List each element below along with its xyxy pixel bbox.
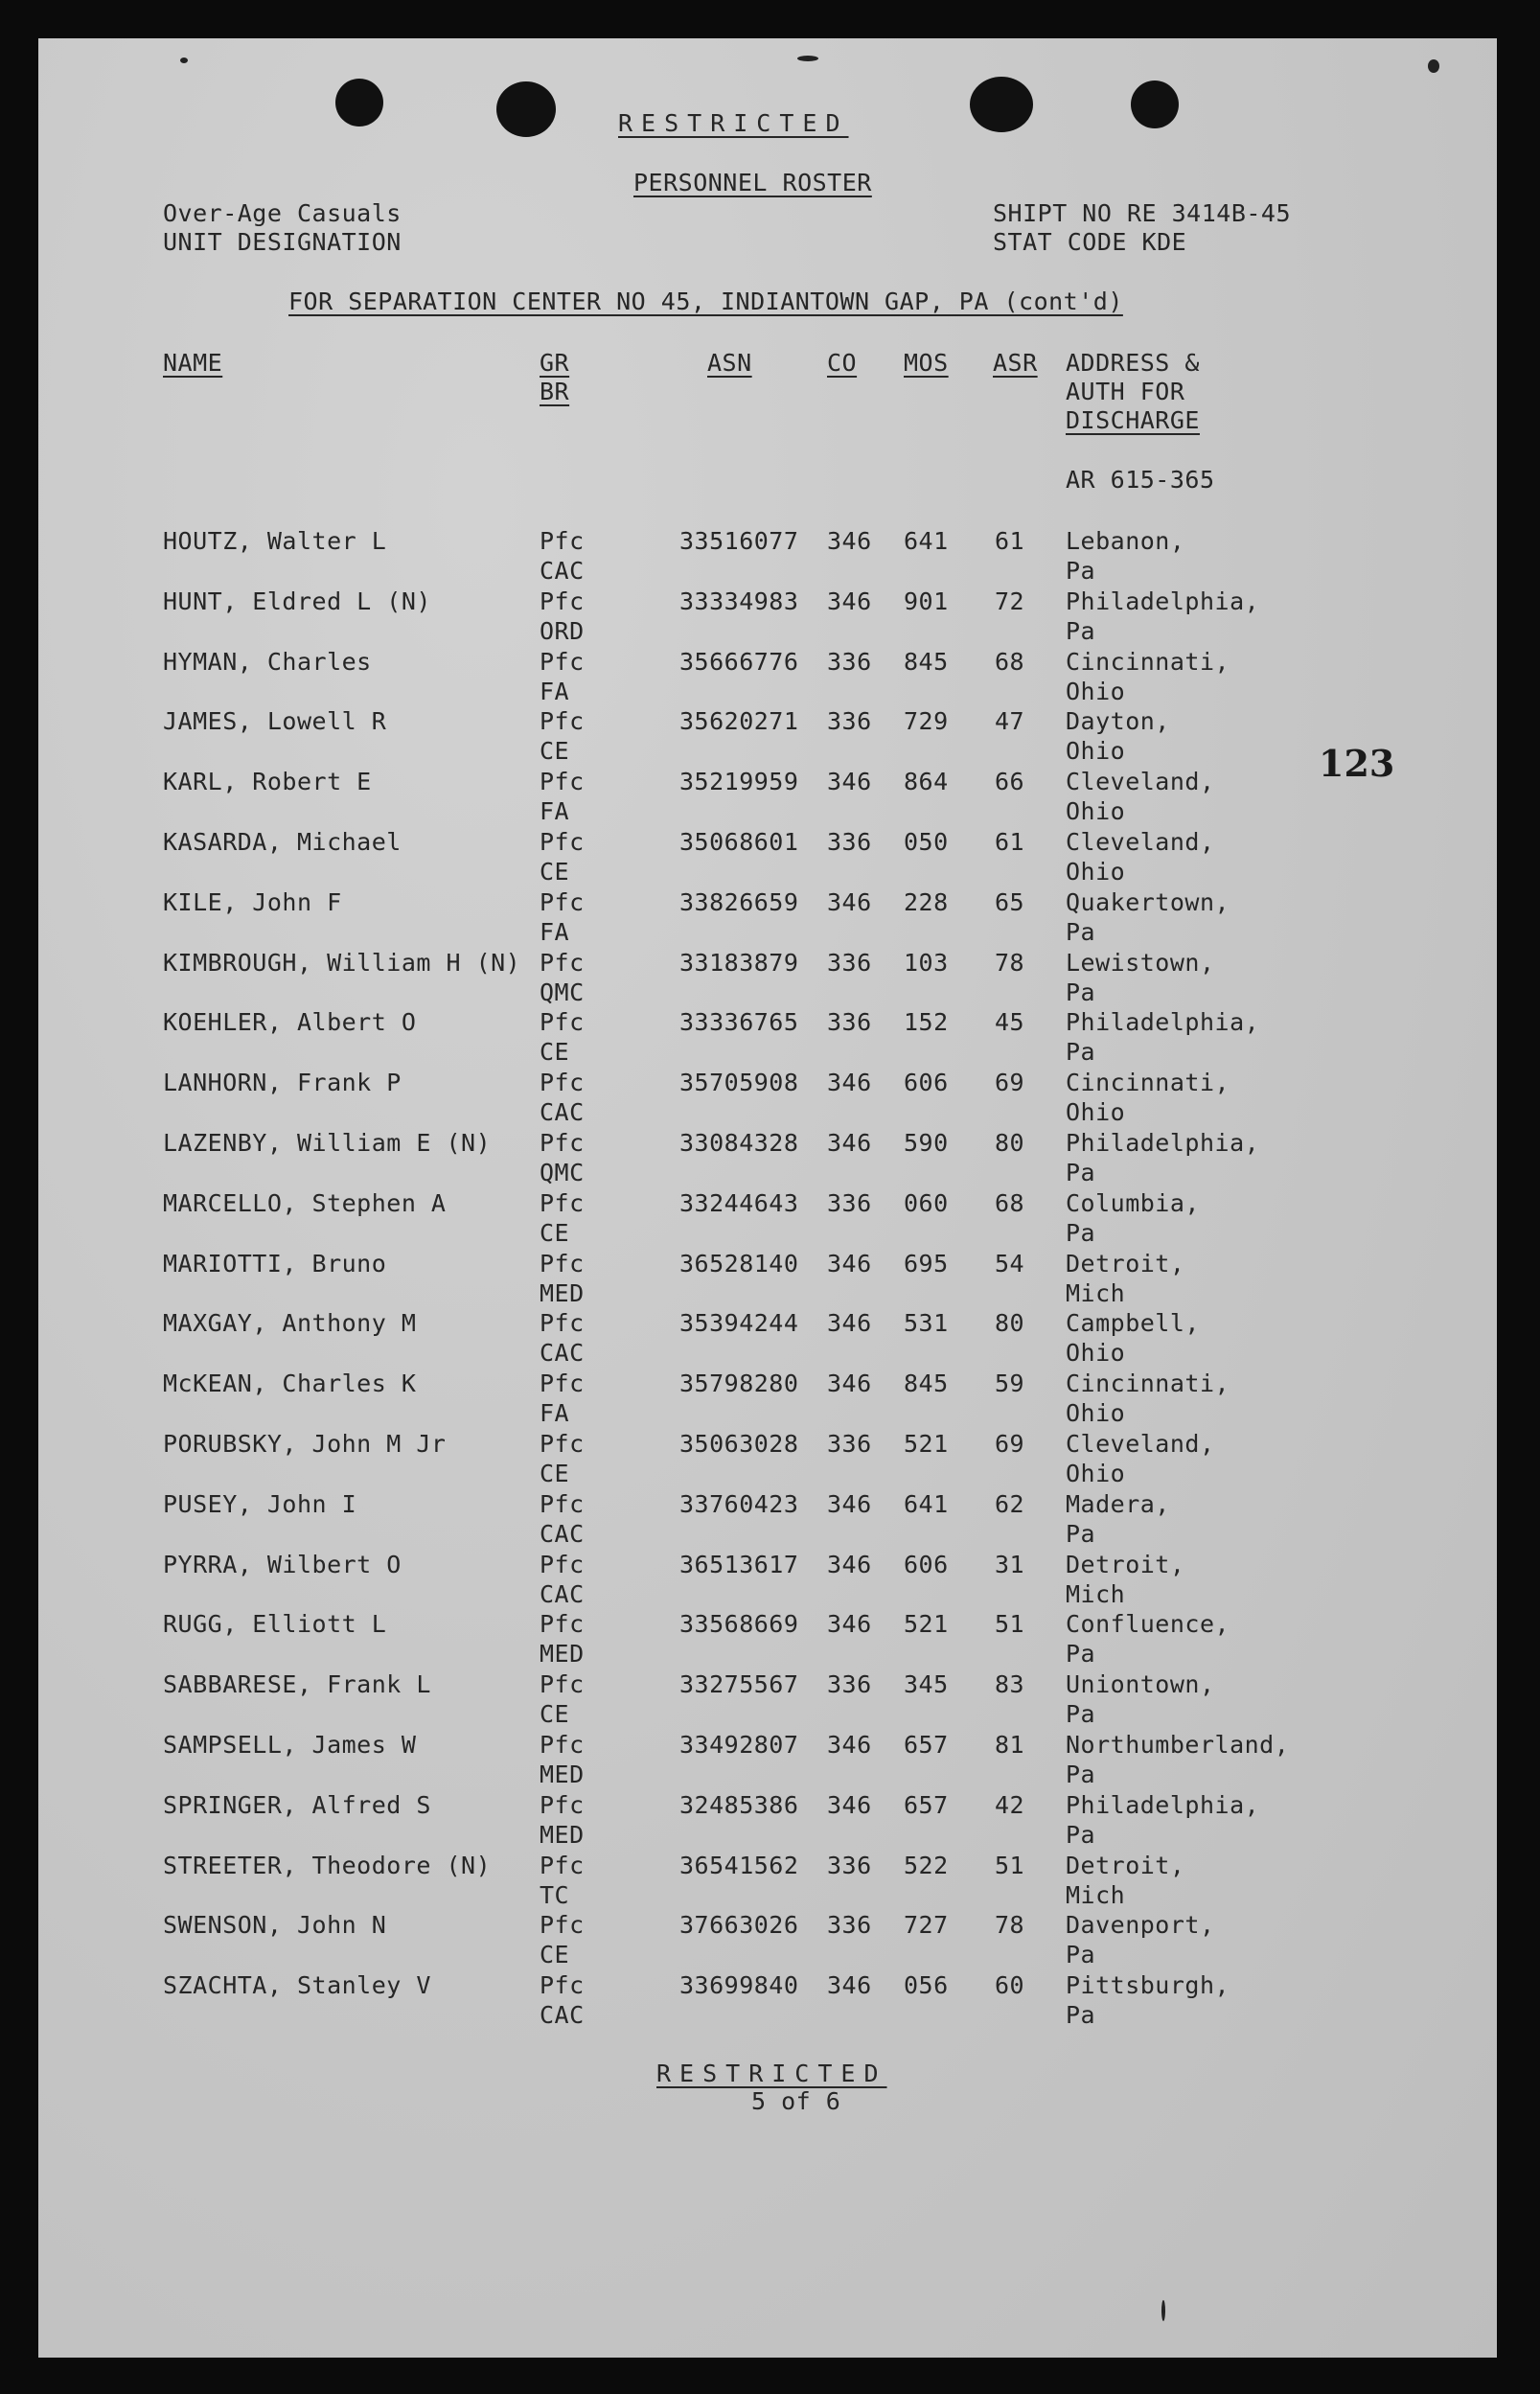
- roster-branch: CAC: [540, 557, 585, 585]
- roster-state: Ohio: [1066, 737, 1126, 766]
- roster-grade: Pfc: [540, 647, 585, 676]
- roster-city: Pittsburgh,: [1066, 1971, 1230, 2000]
- roster-city: Cincinnati,: [1066, 1069, 1230, 1097]
- roster-name: PORUBSKY, John M Jr: [163, 1430, 447, 1458]
- col-header-name: NAME: [163, 349, 223, 377]
- roster-asn: 33492807: [679, 1731, 799, 1759]
- roster-asn: 33568669: [679, 1610, 799, 1639]
- table-row: [38, 529, 1497, 588]
- roster-state: Ohio: [1066, 1339, 1126, 1368]
- col-header-br: BR: [540, 378, 570, 405]
- roster-grade: Pfc: [540, 1790, 585, 1819]
- roster-mos: 060: [904, 1188, 949, 1217]
- roster-asn: 35798280: [679, 1370, 799, 1398]
- roster-state: Mich: [1066, 1579, 1126, 1608]
- table-row: [38, 1131, 1497, 1190]
- roster-asn: 33826659: [679, 887, 799, 916]
- roster-asn: 33084328: [679, 1129, 799, 1157]
- roster-city: Northumberland,: [1066, 1731, 1290, 1759]
- punch-hole: [1131, 81, 1179, 128]
- roster-asn: 35063028: [679, 1430, 799, 1458]
- roster-branch: CAC: [540, 1339, 585, 1368]
- roster-asn: 33244643: [679, 1188, 799, 1217]
- roster-name: MARCELLO, Stephen A: [163, 1188, 447, 1217]
- roster-asr: 83: [995, 1670, 1025, 1699]
- roster-city: Columbia,: [1066, 1188, 1200, 1217]
- roster-state: Pa: [1066, 1941, 1096, 1969]
- roster-mos: 901: [904, 587, 949, 615]
- table-row: [38, 1188, 1497, 1251]
- roster-mos: 606: [904, 1550, 949, 1578]
- table-row: [38, 1070, 1497, 1130]
- roster-mos: 845: [904, 647, 949, 676]
- roster-company: 346: [827, 1370, 872, 1398]
- roster-name: KILE, John F: [163, 887, 342, 916]
- roster-asr: 66: [995, 768, 1025, 796]
- roster-city: Lewistown,: [1066, 948, 1215, 977]
- ink-speck: [797, 56, 818, 61]
- roster-company: 346: [827, 1129, 872, 1157]
- roster-grade: Pfc: [540, 1309, 585, 1338]
- roster-company: 336: [827, 1188, 872, 1217]
- roster-title: PERSONNEL ROSTER: [633, 169, 872, 196]
- roster-state: Pa: [1066, 616, 1096, 645]
- roster-grade: Pfc: [540, 1370, 585, 1398]
- table-row: [38, 1853, 1497, 1913]
- roster-company: 346: [827, 1550, 872, 1578]
- roster-company: 336: [827, 1911, 872, 1940]
- roster-name: MAXGAY, Anthony M: [163, 1309, 417, 1338]
- roster-branch: MED: [540, 1820, 585, 1849]
- roster-asn: 33275567: [679, 1670, 799, 1699]
- roster-mos: 531: [904, 1309, 949, 1338]
- roster-state: Ohio: [1066, 1098, 1126, 1127]
- roster-asr: 78: [995, 1911, 1025, 1940]
- roster-name: SZACHTA, Stanley V: [163, 1971, 431, 2000]
- roster-city: Cleveland,: [1066, 828, 1215, 856]
- roster-asr: 31: [995, 1550, 1025, 1578]
- roster-mos: 050: [904, 828, 949, 856]
- roster-state: Pa: [1066, 1218, 1096, 1247]
- table-row: [38, 709, 1497, 769]
- roster-grade: Pfc: [540, 1069, 585, 1097]
- table-row: [38, 887, 1497, 950]
- roster-branch: CE: [540, 1460, 570, 1487]
- roster-mos: 864: [904, 768, 949, 796]
- roster-mos: 345: [904, 1670, 949, 1699]
- roster-mos: 657: [904, 1790, 949, 1819]
- roster-name: PUSEY, John I: [163, 1489, 357, 1518]
- col-header-asn: ASN: [707, 349, 752, 377]
- roster-company: 346: [827, 1309, 872, 1338]
- roster-name: PYRRA, Wilbert O: [163, 1550, 402, 1578]
- roster-grade: Pfc: [540, 1129, 585, 1157]
- roster-company: 336: [827, 1851, 872, 1879]
- table-row: [38, 1612, 1497, 1671]
- roster-asr: 61: [995, 527, 1025, 555]
- roster-city: Philadelphia,: [1066, 1008, 1260, 1037]
- roster-city: Davenport,: [1066, 1911, 1215, 1940]
- col-header-gr: GR: [540, 349, 570, 377]
- roster-grade: Pfc: [540, 1610, 585, 1639]
- roster-company: 346: [827, 1731, 872, 1759]
- roster-company: 336: [827, 1008, 872, 1037]
- roster-grade: Pfc: [540, 1550, 585, 1578]
- roster-mos: 521: [904, 1430, 949, 1458]
- roster-asn: 36528140: [679, 1249, 799, 1278]
- roster-grade: Pfc: [540, 1489, 585, 1518]
- roster-mos: 606: [904, 1069, 949, 1097]
- roster-city: Cleveland,: [1066, 768, 1215, 796]
- roster-name: HOUTZ, Walter L: [163, 527, 387, 555]
- roster-branch: ORD: [540, 616, 585, 645]
- table-row: [38, 1010, 1497, 1070]
- table-row: [38, 1733, 1497, 1792]
- roster-company: 346: [827, 527, 872, 555]
- table-row: [38, 1973, 1497, 2033]
- roster-company: 346: [827, 1971, 872, 2000]
- roster-name: STREETER, Theodore (N): [163, 1851, 492, 1879]
- roster-branch: FA: [540, 917, 570, 946]
- col-header-co: CO: [827, 349, 858, 377]
- roster-state: Pa: [1066, 557, 1096, 585]
- roster-branch: QMC: [540, 978, 585, 1006]
- roster-asr: 80: [995, 1129, 1025, 1157]
- roster-asn: 35068601: [679, 828, 799, 856]
- roster-city: Confluence,: [1066, 1610, 1230, 1639]
- roster-state: Ohio: [1066, 858, 1126, 886]
- roster-branch: CE: [540, 1941, 570, 1969]
- ink-speck: [1428, 59, 1439, 73]
- roster-grade: Pfc: [540, 768, 585, 796]
- roster-asn: 33183879: [679, 948, 799, 977]
- roster-name: SWENSON, John N: [163, 1911, 387, 1940]
- punch-hole: [970, 77, 1033, 132]
- roster-state: Ohio: [1066, 1460, 1126, 1487]
- table-row: [38, 948, 1497, 1010]
- roster-asr: 69: [995, 1069, 1025, 1097]
- roster-name: SPRINGER, Alfred S: [163, 1790, 431, 1819]
- roster-mos: 103: [904, 948, 949, 977]
- roster-grade: Pfc: [540, 1430, 585, 1458]
- roster-asr: 68: [995, 1188, 1025, 1217]
- roster-branch: CE: [540, 737, 570, 766]
- roster-state: Pa: [1066, 917, 1096, 946]
- roster-asn: 32485386: [679, 1790, 799, 1819]
- roster-mos: 729: [904, 707, 949, 736]
- roster-asn: 35705908: [679, 1069, 799, 1097]
- roster-branch: MED: [540, 1278, 585, 1307]
- roster-asn: 33336765: [679, 1008, 799, 1037]
- ink-speck: [1161, 2300, 1165, 2321]
- col-header-address: ADDRESS &: [1066, 349, 1200, 377]
- roster-name: LAZENBY, William E (N): [163, 1129, 492, 1157]
- roster-state: Pa: [1066, 978, 1096, 1006]
- roster-grade: Pfc: [540, 1249, 585, 1278]
- roster-name: LANHORN, Frank P: [163, 1069, 402, 1097]
- roster-asr: 59: [995, 1370, 1025, 1398]
- roster-city: Detroit,: [1066, 1550, 1185, 1578]
- table-row: [38, 1371, 1497, 1431]
- roster-company: 346: [827, 1610, 872, 1639]
- roster-company: 336: [827, 647, 872, 676]
- roster-name: SAMPSELL, James W: [163, 1731, 417, 1759]
- punch-hole: [496, 81, 556, 137]
- roster-asr: 62: [995, 1489, 1025, 1518]
- roster-mos: 522: [904, 1851, 949, 1879]
- roster-asn: 33516077: [679, 527, 799, 555]
- roster-name: KIMBROUGH, William H (N): [163, 948, 521, 977]
- roster-grade: Pfc: [540, 1851, 585, 1879]
- table-row: [38, 1550, 1497, 1612]
- roster-asn: 35219959: [679, 768, 799, 796]
- roster-company: 346: [827, 1790, 872, 1819]
- roster-grade: Pfc: [540, 527, 585, 555]
- roster-state: Pa: [1066, 1700, 1096, 1729]
- roster-state: Ohio: [1066, 677, 1126, 705]
- col-header-asr: ASR: [993, 349, 1038, 377]
- roster-company: 336: [827, 1430, 872, 1458]
- footer-page-number: 5 of 6: [751, 2087, 841, 2115]
- roster-asn: 33699840: [679, 1971, 799, 2000]
- roster-name: HUNT, Eldred L (N): [163, 587, 431, 615]
- roster-state: Pa: [1066, 1519, 1096, 1548]
- roster-asn: 33760423: [679, 1489, 799, 1518]
- roster-city: Philadelphia,: [1066, 587, 1260, 615]
- roster-mos: 845: [904, 1370, 949, 1398]
- roster-name: KOEHLER, Albert O: [163, 1008, 417, 1037]
- roster-grade: Pfc: [540, 1911, 585, 1940]
- roster-city: Cincinnati,: [1066, 647, 1230, 676]
- roster-city: Uniontown,: [1066, 1670, 1215, 1699]
- roster-asn: 35620271: [679, 707, 799, 736]
- roster-asr: 68: [995, 647, 1025, 676]
- roster-mos: 228: [904, 887, 949, 916]
- roster-asr: 81: [995, 1731, 1025, 1759]
- roster-branch: MED: [540, 1640, 585, 1669]
- roster-name: KARL, Robert E: [163, 768, 372, 796]
- roster-grade: Pfc: [540, 707, 585, 736]
- table-row: [38, 1249, 1497, 1311]
- table-row: [38, 770, 1497, 829]
- document-page: [38, 38, 1497, 2358]
- roster-mos: 590: [904, 1129, 949, 1157]
- roster-mos: 056: [904, 1971, 949, 2000]
- roster-city: Detroit,: [1066, 1249, 1185, 1278]
- roster-branch: CAC: [540, 1579, 585, 1608]
- roster-name: MARIOTTI, Bruno: [163, 1249, 387, 1278]
- roster-branch: TC: [540, 1880, 570, 1909]
- roster-name: JAMES, Lowell R: [163, 707, 387, 736]
- roster-branch: FA: [540, 797, 570, 826]
- roster-company: 346: [827, 768, 872, 796]
- roster-company: 336: [827, 828, 872, 856]
- side-page-number: 123: [1319, 742, 1395, 785]
- table-row: [38, 1432, 1497, 1491]
- roster-company: 346: [827, 1489, 872, 1518]
- roster-mos: 152: [904, 1008, 949, 1037]
- roster-asn: 36513617: [679, 1550, 799, 1578]
- roster-name: McKEAN, Charles K: [163, 1370, 417, 1398]
- roster-name: KASARDA, Michael: [163, 828, 402, 856]
- roster-city: Detroit,: [1066, 1851, 1185, 1879]
- roster-company: 346: [827, 887, 872, 916]
- roster-asn: 35666776: [679, 647, 799, 676]
- shipment-number: SHIPT NO RE 3414B-45: [993, 199, 1292, 227]
- roster-company: 346: [827, 1249, 872, 1278]
- roster-state: Pa: [1066, 1038, 1096, 1067]
- roster-state: Ohio: [1066, 797, 1126, 826]
- roster-city: Campbell,: [1066, 1309, 1200, 1338]
- roster-asr: 65: [995, 887, 1025, 916]
- roster-mos: 657: [904, 1731, 949, 1759]
- table-row: [38, 1489, 1497, 1552]
- roster-branch: CAC: [540, 1098, 585, 1127]
- roster-name: HYMAN, Charles: [163, 647, 372, 676]
- roster-state: Pa: [1066, 1159, 1096, 1186]
- roster-asr: 51: [995, 1610, 1025, 1639]
- roster-city: Philadelphia,: [1066, 1129, 1260, 1157]
- roster-city: Philadelphia,: [1066, 1790, 1260, 1819]
- roster-asr: 42: [995, 1790, 1025, 1819]
- roster-grade: Pfc: [540, 1008, 585, 1037]
- table-row: [38, 830, 1497, 889]
- col-header-discharge: DISCHARGE: [1066, 406, 1200, 434]
- roster-asn: 36541562: [679, 1851, 799, 1879]
- roster-branch: CAC: [540, 1519, 585, 1548]
- roster-mos: 521: [904, 1610, 949, 1639]
- roster-city: Quakertown,: [1066, 887, 1230, 916]
- roster-company: 336: [827, 707, 872, 736]
- roster-branch: FA: [540, 677, 570, 705]
- roster-branch: CAC: [540, 2001, 585, 2030]
- roster-city: Madera,: [1066, 1489, 1170, 1518]
- roster-state: Mich: [1066, 1880, 1126, 1909]
- roster-branch: QMC: [540, 1159, 585, 1186]
- roster-branch: CE: [540, 1038, 570, 1067]
- roster-asr: 51: [995, 1851, 1025, 1879]
- roster-company: 336: [827, 948, 872, 977]
- roster-grade: Pfc: [540, 887, 585, 916]
- roster-grade: Pfc: [540, 1188, 585, 1217]
- roster-city: Cincinnati,: [1066, 1370, 1230, 1398]
- punch-hole: [335, 79, 383, 127]
- roster-asr: 72: [995, 587, 1025, 615]
- roster-asn: 33334983: [679, 587, 799, 615]
- roster-state: Mich: [1066, 1278, 1126, 1307]
- roster-state: Pa: [1066, 1640, 1096, 1669]
- roster-asr: 47: [995, 707, 1025, 736]
- destination-line: FOR SEPARATION CENTER NO 45, INDIANTOWN GAP, PA (cont'd): [288, 288, 1123, 315]
- roster-grade: Pfc: [540, 1731, 585, 1759]
- roster-state: Pa: [1066, 1761, 1096, 1788]
- roster-state: Pa: [1066, 1820, 1096, 1849]
- table-row: [38, 1913, 1497, 1972]
- roster-city: Cleveland,: [1066, 1430, 1215, 1458]
- table-row: [38, 1311, 1497, 1370]
- roster-grade: Pfc: [540, 948, 585, 977]
- col-header-auth: AUTH FOR: [1066, 378, 1185, 405]
- ink-speck: [180, 58, 188, 63]
- roster-branch: CE: [540, 858, 570, 886]
- unit-name: Over-Age Casuals: [163, 199, 402, 227]
- roster-branch: MED: [540, 1761, 585, 1788]
- roster-asr: 69: [995, 1430, 1025, 1458]
- header-restricted: RESTRICTED: [618, 109, 849, 137]
- roster-grade: Pfc: [540, 587, 585, 615]
- roster-mos: 641: [904, 1489, 949, 1518]
- roster-company: 336: [827, 1670, 872, 1699]
- roster-mos: 695: [904, 1249, 949, 1278]
- roster-asr: 61: [995, 828, 1025, 856]
- roster-asr: 45: [995, 1008, 1025, 1037]
- stat-code: STAT CODE KDE: [993, 228, 1187, 256]
- footer-restricted: RESTRICTED: [656, 2060, 887, 2087]
- roster-branch: CE: [540, 1218, 570, 1247]
- roster-branch: CE: [540, 1700, 570, 1729]
- roster-city: Lebanon,: [1066, 527, 1185, 555]
- roster-grade: Pfc: [540, 828, 585, 856]
- roster-mos: 641: [904, 527, 949, 555]
- roster-company: 346: [827, 587, 872, 615]
- roster-asr: 54: [995, 1249, 1025, 1278]
- roster-asr: 78: [995, 948, 1025, 977]
- roster-city: Dayton,: [1066, 707, 1170, 736]
- roster-grade: Pfc: [540, 1971, 585, 2000]
- table-row: [38, 647, 1497, 709]
- roster-asr: 60: [995, 1971, 1025, 2000]
- roster-mos: 727: [904, 1911, 949, 1940]
- table-row: [38, 1672, 1497, 1732]
- roster-state: Pa: [1066, 2001, 1096, 2030]
- col-header-mos: MOS: [904, 349, 949, 377]
- discharge-authority: AR 615-365: [1066, 466, 1215, 494]
- roster-company: 346: [827, 1069, 872, 1097]
- roster-branch: FA: [540, 1399, 570, 1428]
- roster-grade: Pfc: [540, 1670, 585, 1699]
- roster-name: RUGG, Elliott L: [163, 1610, 387, 1639]
- table-row: [38, 1790, 1497, 1853]
- roster-name: SABBARESE, Frank L: [163, 1670, 431, 1699]
- roster-asn: 37663026: [679, 1911, 799, 1940]
- unit-designation-label: UNIT DESIGNATION: [163, 228, 402, 256]
- table-row: [38, 589, 1497, 649]
- roster-asn: 35394244: [679, 1309, 799, 1338]
- roster-state: Ohio: [1066, 1399, 1126, 1428]
- roster-asr: 80: [995, 1309, 1025, 1338]
